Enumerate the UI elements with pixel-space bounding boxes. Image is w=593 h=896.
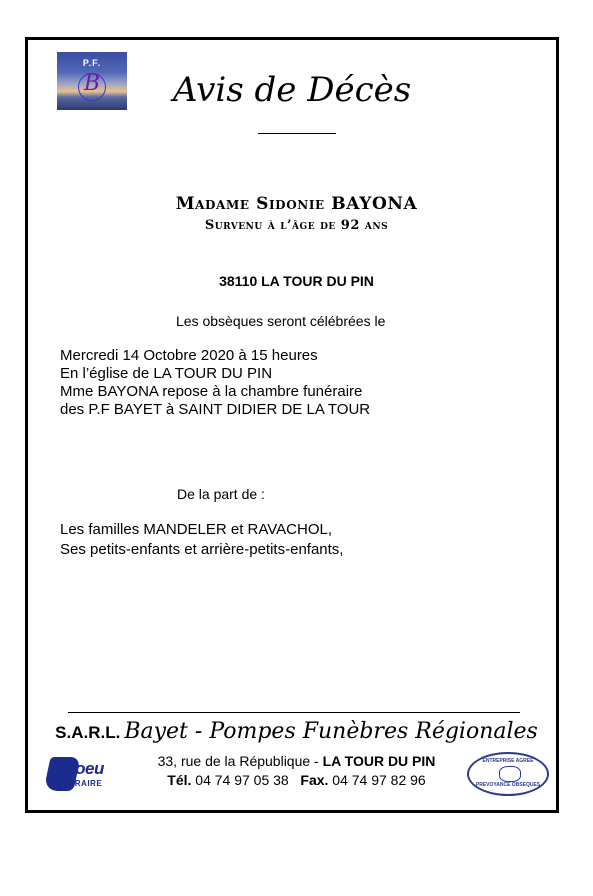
seal-emblem-icon [499,766,521,782]
levoeu-logo-text: levoeu [53,759,104,778]
pf-bayet-logo [57,52,127,110]
detail-line: des P.F BAYET à SAINT DIDIER DE LA TOUR [60,401,371,418]
seal-top-text: ENTREPRISE AGREE [482,758,534,764]
family-line: Ses petits-enfants et arrière-petits-enfants, [60,541,344,558]
families-list [60,520,343,560]
footer-divider [68,712,520,713]
age-line: Survenu à l’âge de 92 ans [204,218,389,233]
fax-number: 04 74 97 82 96 [332,772,426,788]
family-line: Les familles MANDELER et RAVACHOL, [60,521,333,538]
heading-divider [258,133,336,134]
notice-frame [25,37,559,813]
company-prefix: S.A.R.L. [55,723,121,742]
address-city: LA TOUR DU PIN [322,753,436,769]
company-line [0,719,593,744]
notice-heading: Avis de Décès [173,70,412,110]
phone-number: 04 74 97 05 38 [195,772,289,788]
seal-bottom-text: PREVOYANCE OBSEQUES [475,782,541,788]
entreprise-agreee-seal [467,752,549,796]
logo-letter: B [83,71,101,96]
company-name: Bayet - Pompes Funèbres Régionales [124,719,538,744]
city-line: 38110 LA TOUR DU PIN [219,273,374,289]
levoeu-logo-sub: FUNERAIRE [51,779,103,788]
detail-line: En l’église de LA TOUR DU PIN [60,365,273,382]
ceremony-details [60,347,370,419]
logo-pf-text: P.F. [82,58,102,68]
levoeu-funeraire-logo [43,757,129,793]
address-street: 33, rue de la République - [157,753,323,769]
from-label: De la part de : [177,486,265,502]
deceased-name: Madame Sidonie BAYONA [175,194,418,214]
detail-line: Mercredi 14 Octobre 2020 à 15 heures [60,347,318,364]
detail-line: Mme BAYONA repose à la chambre funéraire [60,383,363,400]
ceremony-intro: Les obsèques seront célébrées le [176,313,386,329]
fax-label: Fax. [300,772,329,788]
phone-label: Tél. [167,772,192,788]
